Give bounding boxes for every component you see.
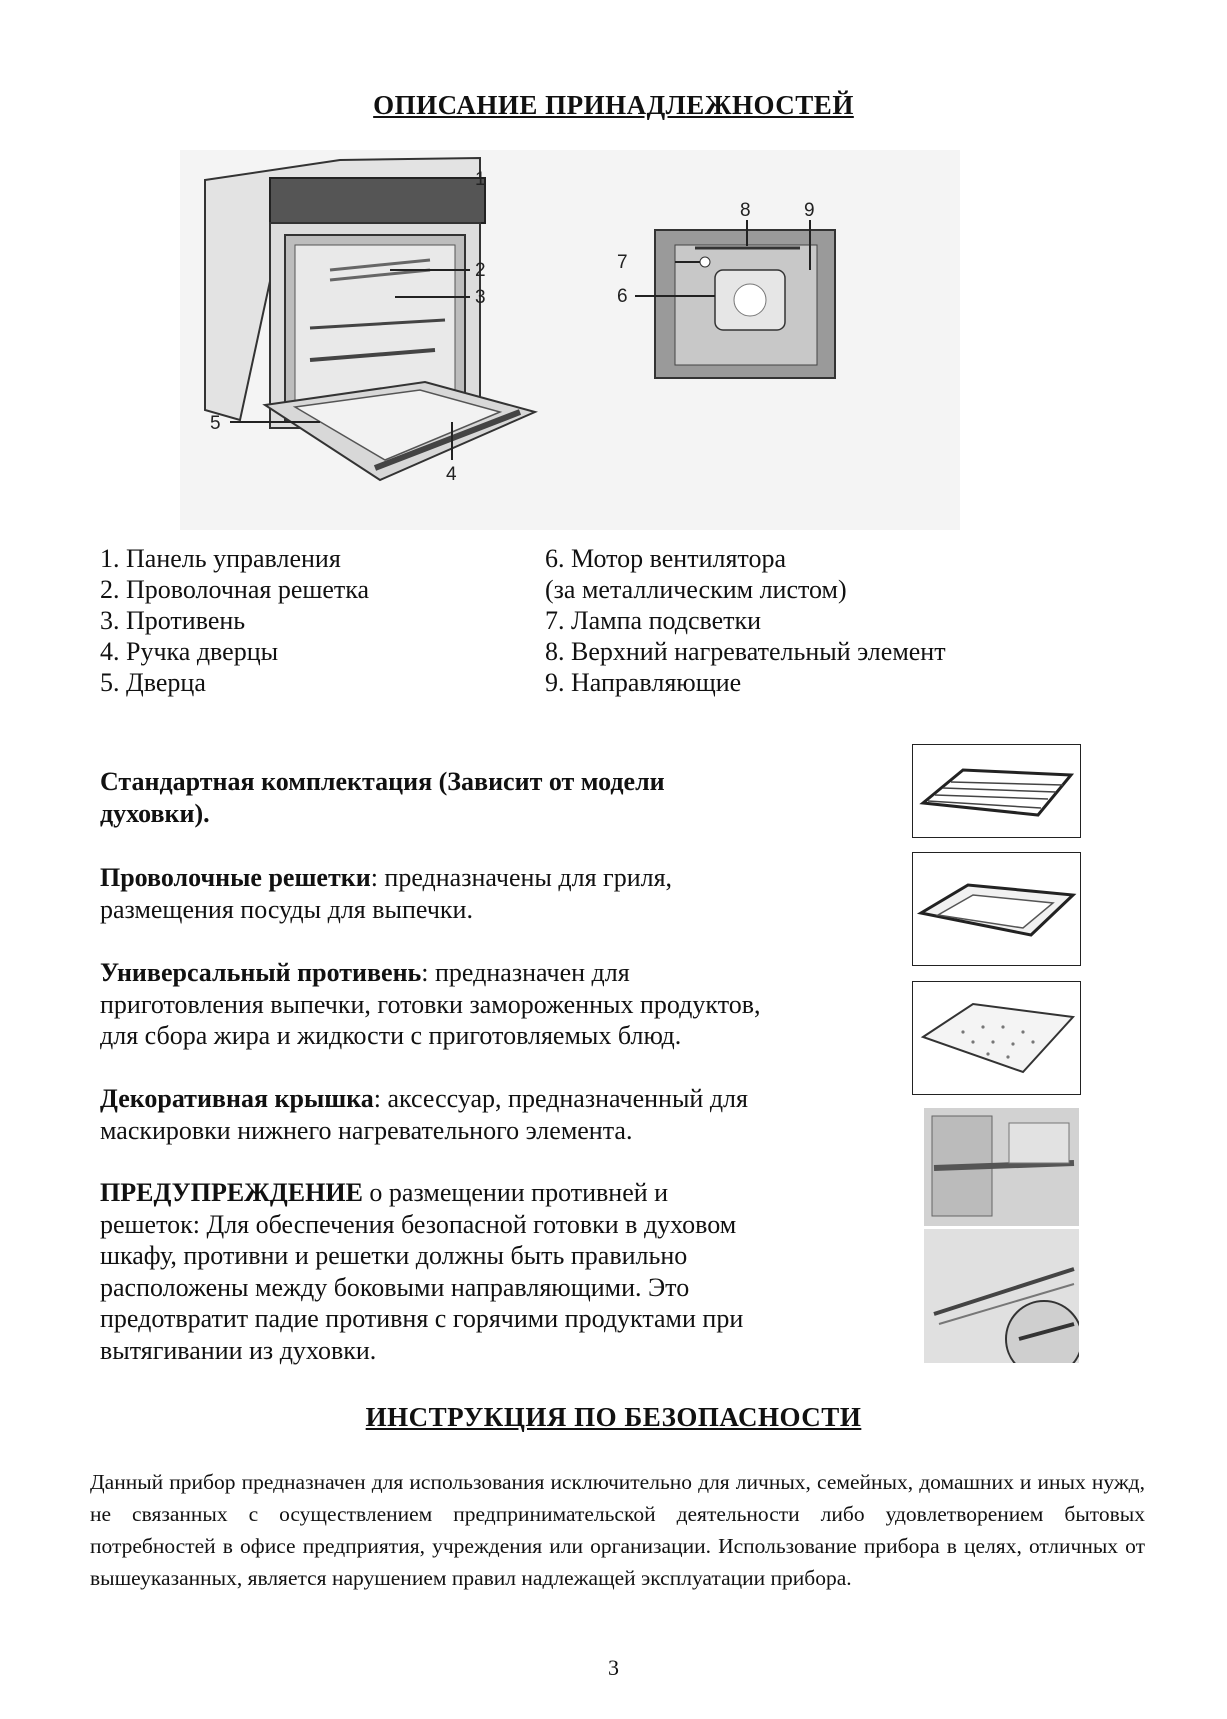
section-title-safety: ИНСТРУКЦИЯ ПО БЕЗОПАСНОСТИ xyxy=(365,1402,862,1432)
label-6: 6 xyxy=(617,286,628,307)
legend-item: 9. Направляющие xyxy=(545,668,742,697)
warning-text-3: шкафу, противни и решетки должны быть правильно xyxy=(100,1241,688,1270)
deco-term: Декоративная крышка xyxy=(100,1084,374,1113)
tray-text-3: для сбора жира и жидкости с приготовляемых блюд. xyxy=(100,1021,682,1050)
legend-left xyxy=(100,543,369,698)
legend-item: 6. Мотор вентилятора xyxy=(545,544,786,573)
legend-item: 3. Противень xyxy=(100,606,246,635)
wire-rack-text: : предназначены для гриля, xyxy=(370,863,673,892)
standard-equipment xyxy=(100,766,900,829)
safety-paragraph: Данный прибор предназначен для использования исключительно для личных, семейных, домашних и иных нужд, не связанных с осуществлением предпринимательской деятельности либо удовлетворением бытовых потребностей в офисе предприятия, учреждения или организации. Использование прибора в целях, отличных от вышеуказанных, является нарушением правил надлежащей эксплуатации прибора. xyxy=(90,1470,1145,1590)
tray-image xyxy=(912,852,1081,966)
wire-rack-desc xyxy=(100,862,900,925)
legend-item: 2. Проволочная решетка xyxy=(100,575,370,604)
warning-text-5: предотвратит падие противня с горячими продуктами при xyxy=(100,1304,744,1333)
label-5: 5 xyxy=(210,413,221,434)
page-number: 3 xyxy=(608,1655,619,1680)
warning-text: о размещении противней и xyxy=(362,1178,669,1207)
label-8: 8 xyxy=(740,200,751,221)
legend-right xyxy=(545,543,946,698)
legend-item: 7. Лампа подсветки xyxy=(545,606,762,635)
std-title-1: Стандартная комплектация (Зависит от модели xyxy=(100,767,665,796)
warning-desc xyxy=(100,1177,900,1366)
warning-text-4: расположены между боковыми направляющими. Это xyxy=(100,1272,690,1302)
legend-item: 4. Ручка дверцы xyxy=(100,637,279,666)
tray-term: Универсальный противень xyxy=(100,958,422,987)
deco-cover-image xyxy=(912,981,1081,1095)
label-1: 1 xyxy=(475,169,486,190)
oven-diagram xyxy=(180,150,960,530)
warning-text-2: решеток: Для обеспечения безопасной готовки в духовом xyxy=(100,1209,737,1239)
deco-cover-desc xyxy=(100,1083,900,1146)
tray-text-2: приготовления выпечки, готовки замороженных продуктов, xyxy=(100,989,761,1019)
universal-tray-desc xyxy=(100,957,900,1052)
label-4: 4 xyxy=(446,464,457,485)
std-title-2: духовки). xyxy=(100,798,210,828)
rack-placement-photo-1 xyxy=(924,1108,1079,1226)
legend-item: 8. Верхний нагревательный элемент xyxy=(545,637,946,666)
wire-rack-text-2: размещения посуды для выпечки. xyxy=(100,894,473,924)
legend-item: 1. Панель управления xyxy=(100,544,341,573)
label-3: 3 xyxy=(475,287,486,308)
lamp xyxy=(700,257,710,267)
warning-text-6: вытягивании из духовки. xyxy=(100,1335,377,1365)
legend-item: (за металлическим листом) xyxy=(545,575,847,604)
label-2: 2 xyxy=(475,260,486,281)
label-7: 7 xyxy=(617,252,628,273)
tray-text: : предназначен для xyxy=(421,958,630,987)
rack-placement-photo-2 xyxy=(924,1229,1079,1363)
deco-text-2: маскировки нижнего нагревательного элемента. xyxy=(100,1115,633,1145)
wire-rack-term: Проволочные решетки xyxy=(100,863,371,892)
wire-rack-image xyxy=(912,744,1081,838)
deco-text: : аксессуар, предназначенный для xyxy=(373,1084,748,1113)
section-title-accessories: ОПИСАНИЕ ПРИНАДЛЕЖНОСТЕЙ xyxy=(373,90,854,120)
control-panel xyxy=(270,178,485,223)
legend-item: 5. Дверца xyxy=(100,668,206,697)
label-9: 9 xyxy=(804,200,815,221)
warning-term: ПРЕДУПРЕЖДЕНИЕ xyxy=(100,1178,363,1207)
